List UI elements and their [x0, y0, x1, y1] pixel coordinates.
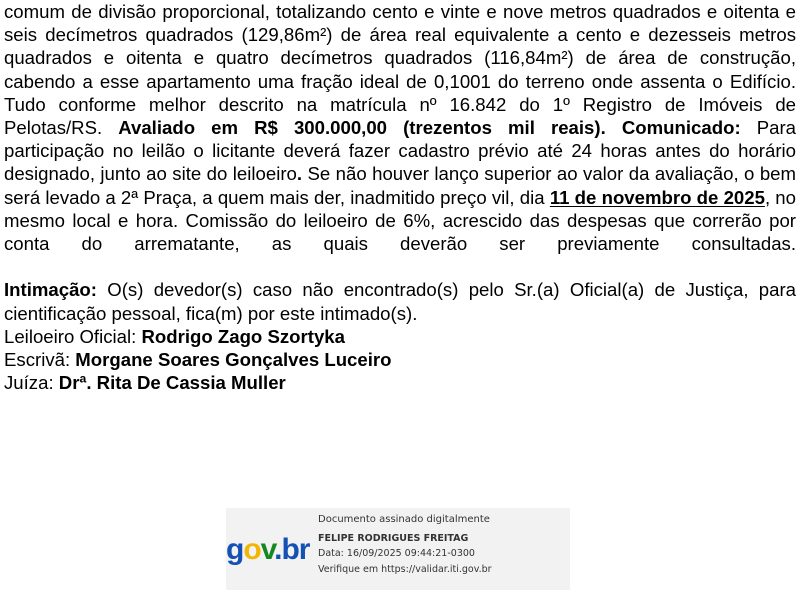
juiza-line: [4, 371, 796, 394]
paragraph-text: comum de divisão proporcional, totalizando cento e vinte e nove metros quadrados e oitenta e seis decímetros quadrados (129,86m²) de área real equivalente a cento e dezesseis metros quadrados e oitenta e quatro decímetros quadrados (116,84m²) de área de construção, cabendo a esse apartamento uma fração ideal de 0,1001 do terreno onde assenta o Edifício. Tudo conforme melhor descrito na matrícula nº 16.842 do 1º Registro de Imóveis de Pelotas/RS.: [4, 1, 796, 139]
escriva-name: Morgane Soares Gonçalves Luceiro: [75, 349, 392, 371]
juiza-label: Juíza:: [4, 372, 59, 394]
juiza-name: Drª. Rita De Cassia Muller: [58, 372, 286, 394]
paragraph-text: Para participação no leilão o licitante deverá fazer cadastro prévio até 24 horas antes do horário designado, junto ao site do leiloeiro: [4, 117, 796, 185]
bold-period: .: [296, 163, 303, 185]
signature-details: [318, 512, 566, 577]
paragraph-text: Se não houver lanço superior ao valor da avaliação, o bem será levado a 2ª Praça, a quem mais der, inadmitido preço vil, dia: [4, 163, 796, 208]
auction-date: 11 de novembro de 2025: [549, 186, 765, 208]
paragraph-intimacao: [4, 278, 796, 324]
document-body: [4, 0, 796, 394]
govbr-logo: gov.br: [226, 533, 310, 566]
leiloeiro-name: Rodrigo Zago Szortyka: [141, 325, 345, 347]
leiloeiro-line: [4, 325, 796, 348]
intimacao-heading: Intimação:: [4, 279, 97, 301]
signature-date: Data: 16/09/2025 09:44:21-0300: [318, 548, 475, 559]
paragraph-text: O(s) devedor(s) caso não encontrado(s) pelo Sr.(a) Oficial(a) de Justiça, para cientificação pessoal, fica(m) por este intimado(s).: [4, 279, 796, 324]
valuation-text: Avaliado em R$ 300.000,00 (trezentos mil reais).: [118, 117, 606, 139]
comunicado-heading: Comunicado:: [621, 117, 741, 139]
leiloeiro-label: Leiloeiro Oficial:: [4, 325, 142, 347]
spacer-text: [606, 117, 622, 138]
signer-name: FELIPE RODRIGUES FREITAG: [318, 532, 469, 544]
escriva-line: [4, 348, 796, 371]
paragraph-text: , no mesmo local e hora. Comissão do leiloeiro de 6%, acrescido das despesas que correrão por conta do arrematante, as quais deverão ser previamente consultadas.: [4, 186, 796, 255]
verify-link[interactable]: Verifique em https://validar.iti.gov.br: [318, 563, 492, 575]
signature-title: Documento assinado digitalmente: [318, 514, 490, 525]
digital-signature-stamp: [226, 508, 570, 590]
paragraph-property-description: [4, 0, 796, 278]
escriva-label: Escrivã:: [4, 349, 76, 371]
